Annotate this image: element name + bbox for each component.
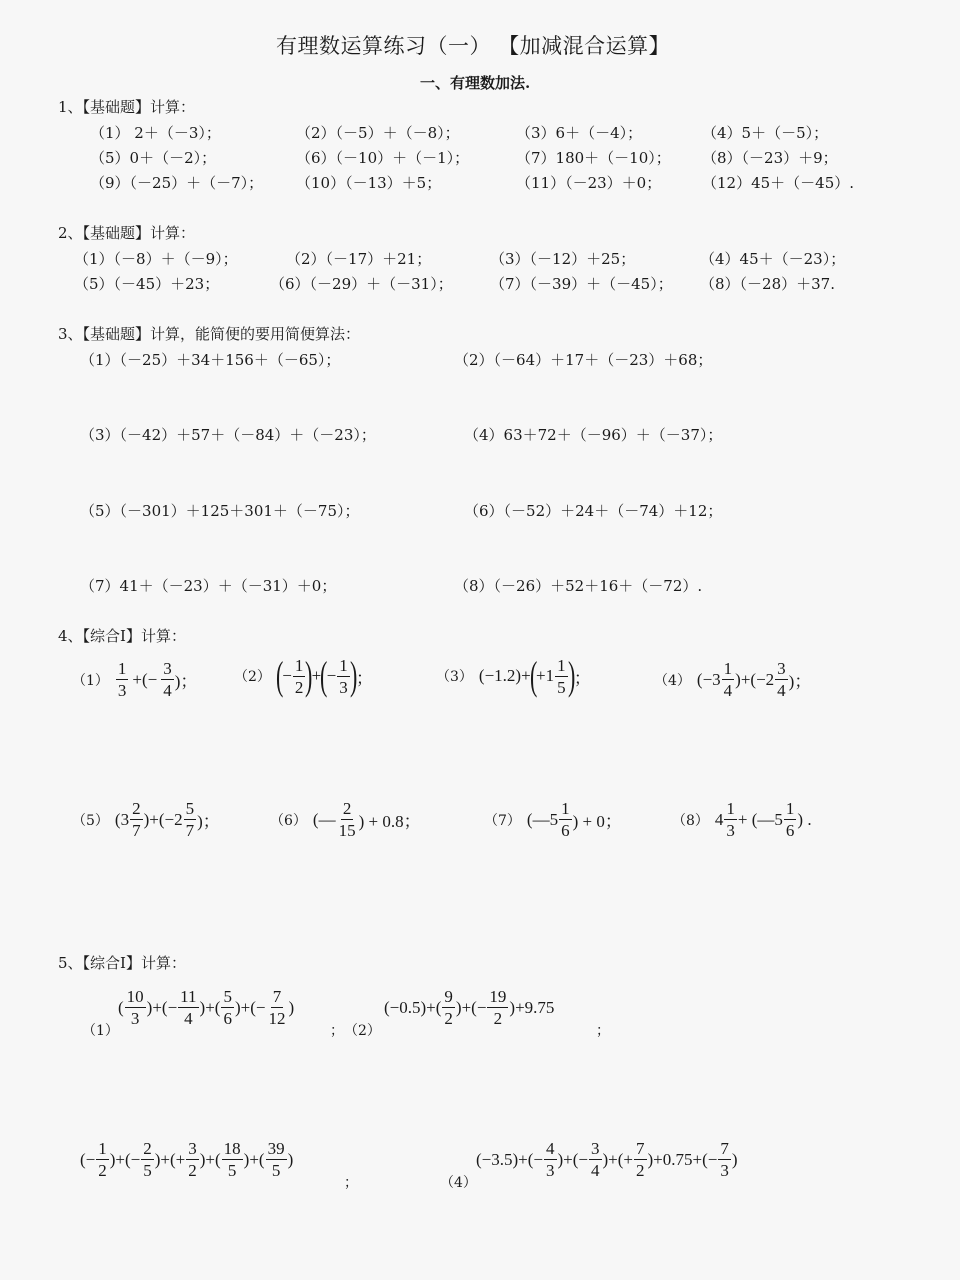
s1-item-7: （7）180＋（－10）；	[516, 149, 671, 167]
s5-sep-3: ；	[344, 1176, 358, 1191]
s1-item-2: （2）（－5）＋（－8）；	[296, 124, 460, 142]
s4-item-6: （6） (— $\frac{2}{15}$ ) + 0.8；	[270, 799, 421, 840]
s2-item-5: （5）（－45）＋23；	[74, 275, 220, 293]
s5-sep-1: ； （2）	[330, 1023, 381, 1039]
s5-item-3: (− $\frac{1}{2}$ )+(− $\frac{2}{5}$ )+(+ $\frac{3}{2}$ )+( $\frac{18}{5}$ )+( $\frac{39}{5}$ )	[80, 1139, 294, 1180]
s3-item-6: （6）（－52）＋24＋（－74）＋12；	[464, 502, 723, 520]
s5-item-2: (−0.5)+( $\frac{9}{2}$ )+(− $\frac{19}{2}$ )+9.75	[384, 987, 555, 1028]
s2-item-6: （6）（－29）＋（－31）；	[270, 275, 453, 293]
s1-item-8: （8）（－23）＋9；	[702, 149, 838, 167]
s2-item-7: （7）（－39）＋（－45）；	[490, 275, 673, 293]
s1-item-5: （5）0＋（－2）；	[90, 149, 217, 167]
s1-item-1: （1） 2＋（－3）；	[90, 124, 221, 142]
section-3-heading: 3、【基础题】计算，能简便的要用简便算法：	[58, 325, 361, 343]
s1-item-4: （4）5＋（－5）；	[702, 124, 829, 142]
s4-item-2: （2） ( − $\frac{1}{2}$ ) + ( − $\frac{1}{3}$ ) ；	[234, 653, 374, 698]
s1-item-6: （6）（－10）＋（－1）；	[296, 149, 470, 167]
s3-item-2: （2）（－64）＋17＋（－23）＋68；	[454, 351, 713, 369]
s2-item-1: （1）（－8）＋（－9）；	[74, 250, 238, 268]
s3-item-4: （4）63＋72＋（－96）＋（－37）；	[464, 426, 723, 444]
s2-item-2: （2）（－17）＋21；	[286, 250, 432, 268]
s1-item-10: （10）（－13）＋5；	[296, 174, 442, 192]
s5-label-4: （4）	[440, 1175, 477, 1191]
s4-item-5: （5） (3 $\frac{2}{7}$ )+(−2 $\frac{5}{7}$ )；	[72, 799, 220, 840]
s1-item-3: （3）6＋（－4）；	[516, 124, 643, 142]
s4-item-4: （4） (−3 $\frac{1}{4}$ )+(−2 $\frac{3}{4}$ )；	[654, 659, 812, 700]
s2-item-4: （4）45＋（－23）；	[700, 250, 846, 268]
s1-item-11: （11）（－23）＋0；	[516, 174, 662, 192]
s1-item-9: （9）（－25）＋（－7）；	[90, 174, 264, 192]
s4-item-7: （7） (—5 $\frac{1}{6}$ ) + 0；	[484, 799, 622, 840]
s1-item-12: （12）45＋（－45）.	[702, 174, 855, 192]
s5-item-4: (−3.5)+(− $\frac{4}{3}$ )+(− $\frac{3}{4}$ )+(+ $\frac{7}{2}$ )+0.75+(− $\frac{7}{3}$ )	[476, 1139, 738, 1180]
s5-label-1: （1）	[82, 1023, 119, 1039]
s4-item-1: （1） $\frac{1}{3}$ +(− $\frac{3}{4}$ )；	[72, 659, 198, 700]
s4-item-3: （3） (−1.2)+ ( +1 $\frac{1}{5}$ ) ；	[436, 653, 591, 698]
section-5-heading: 5、【综合Ⅰ】计算：	[58, 954, 186, 972]
section-1-heading: 1、【基础题】计算：	[58, 98, 196, 116]
s3-item-7: （7）41＋（－23）＋（－31）＋0；	[80, 577, 337, 595]
s2-item-3: （3）（－12）＋25；	[490, 250, 636, 268]
s3-item-8: （8）（－26）＋52＋16＋（－72）.	[454, 577, 703, 595]
section-4-heading: 4、【综合Ⅰ】计算：	[58, 627, 186, 645]
s5-item-1: ( $\frac{10}{3}$ )+(− $\frac{11}{4}$ )+( $\frac{5}{6}$ )+(− $\frac{7}{12}$ )	[118, 987, 295, 1028]
s2-item-8: （8）（－28）＋37.	[700, 275, 835, 293]
s5-sep-2: ；	[596, 1024, 610, 1039]
page-title: 有理数运算练习（一） 【加减混合运算】	[276, 34, 671, 58]
s3-item-5: （5）（－301）＋125＋301＋（－75）；	[80, 502, 360, 520]
s3-item-3: （3）（－42）＋57＋（－84）＋（－23）；	[80, 426, 376, 444]
section-2-heading: 2、【基础题】计算：	[58, 224, 196, 242]
s3-item-1: （1）（－25）＋34＋156＋（－65）；	[80, 351, 341, 369]
section-subtitle: 一、有理数加法.	[420, 74, 531, 92]
s4-item-8: （8） 4 $\frac{1}{3}$ + (—5 $\frac{1}{6}$ ) .	[672, 799, 812, 840]
